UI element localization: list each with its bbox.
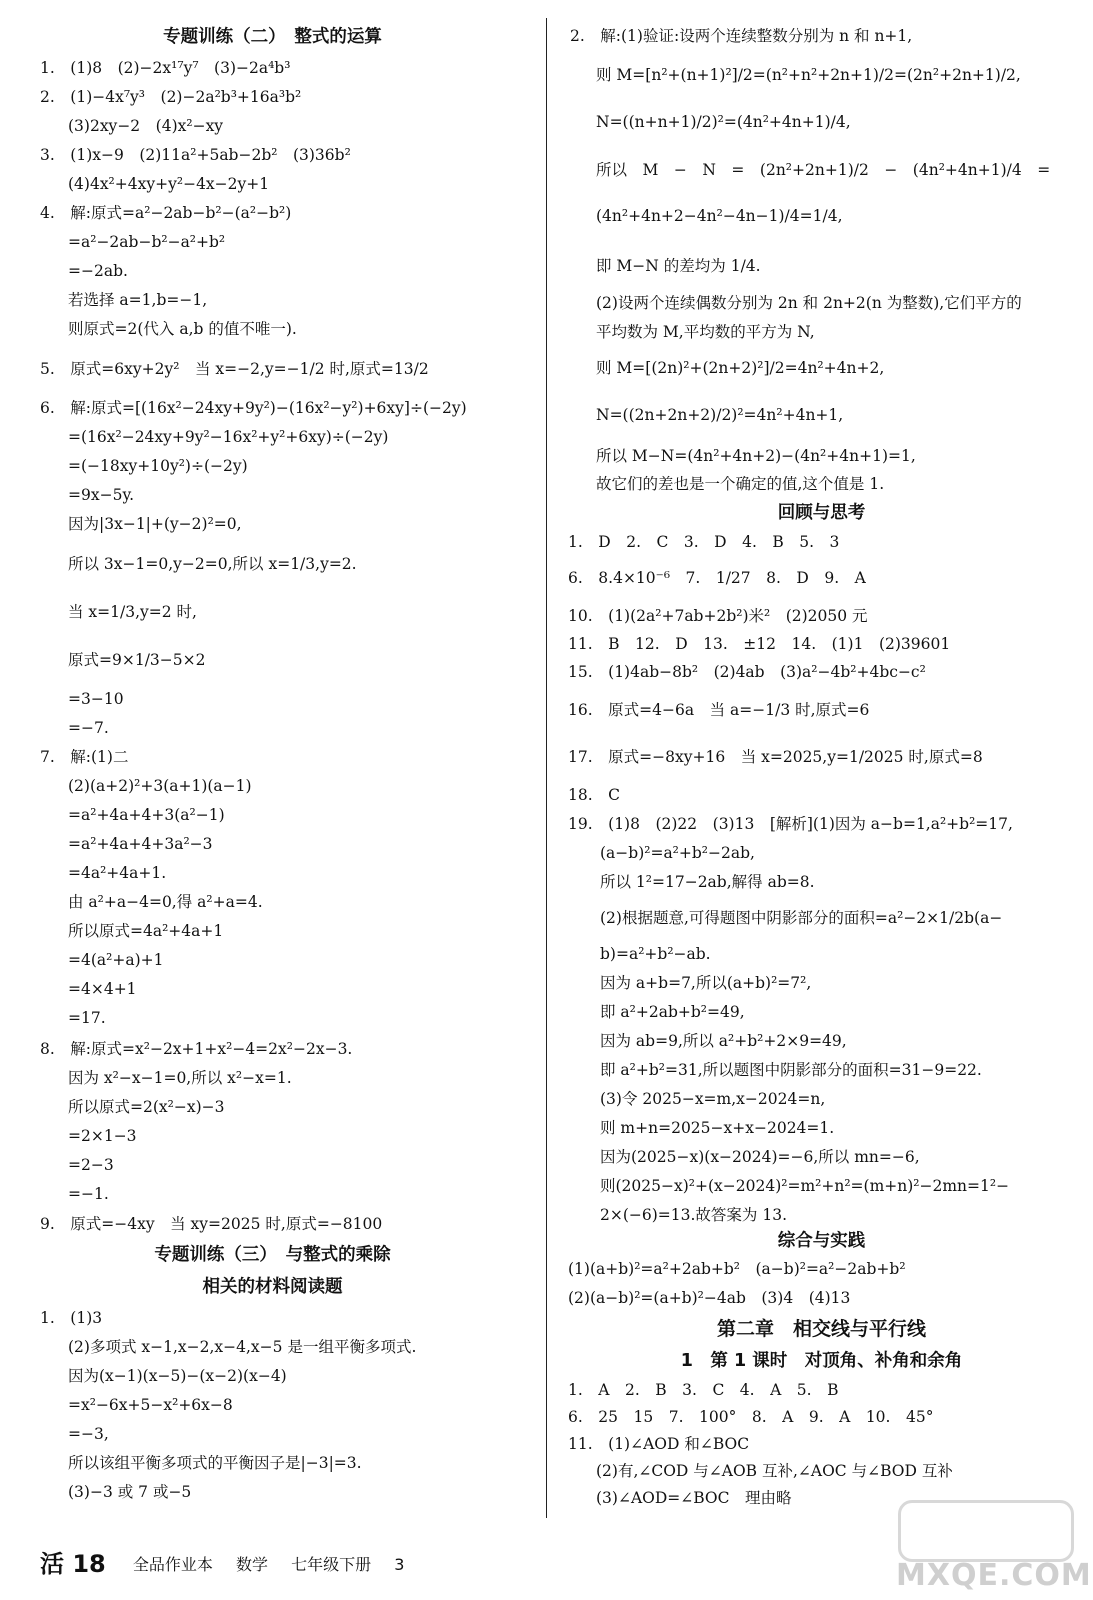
answer-line: 由 a²+a−4=0,得 a²+a=4. <box>68 893 263 911</box>
answer-line: 17. 原式=−8xy+16 当 x=2025,y=1/2025 时,原式=8 <box>568 748 983 766</box>
answer-line: 则 M=[(2n)²+(2n+2)²]/2=4n²+4n+2, <box>596 359 885 377</box>
answer-line: (3)令 2025−x=m,x−2024=n, <box>600 1090 826 1108</box>
answer-line: =x²−6x+5−x²+6x−8 <box>68 1396 233 1414</box>
answer-line: =3−10 <box>68 690 124 708</box>
watermark-text: MXQE.COM <box>896 1558 1092 1593</box>
grade: 七年级下册 <box>291 1555 372 1574</box>
answer-line: (2)(a−b)²=(a+b)²−4ab (3)4 (4)13 <box>568 1289 851 1307</box>
section-title-practice: 综合与实践 <box>777 1231 866 1251</box>
answer-line: 9. 原式=−4xy 当 xy=2025 时,原式=−8100 <box>40 1215 383 1233</box>
footer-number: 3 <box>394 1555 405 1574</box>
answer-line: 8. 解:原式=x²−2x+1+x²−4=2x²−2x−3. <box>40 1040 353 1058</box>
answer-line: (3)−3 或 7 或−5 <box>68 1483 192 1501</box>
answer-line: 1. (1)3 <box>40 1309 103 1327</box>
watermark-logo <box>876 1500 1092 1596</box>
answer-line: N=((n+n+1)/2)²=(4n²+4n+1)/4, <box>596 113 851 131</box>
answer-line: (2)设两个连续偶数分别为 2n 和 2n+2(n 为整数),它们平方的 <box>596 294 1022 312</box>
answer-line: =−2ab. <box>68 262 128 280</box>
answer-line: 6. 解:原式=[(16x²−24xy+9y²)−(16x²−y²)+6xy]÷(−2y) <box>40 399 467 417</box>
answer-line: 原式=9×1/3−5×2 <box>68 651 206 669</box>
answer-line: (4n²+4n+2−4n²−4n−1)/4=1/4, <box>596 207 843 225</box>
answer-line: 平均数为 M,平均数的平方为 N, <box>596 323 815 341</box>
answer-line: =(16x²−24xy+9y²−16x²+y²+6xy)÷(−2y) <box>68 428 389 446</box>
answer-line: 因为(2025−x)(x−2024)=−6,所以 mn=−6, <box>600 1148 920 1166</box>
answer-line: =4(a²+a)+1 <box>68 951 164 969</box>
answer-line: =−1. <box>68 1185 109 1203</box>
answer-line: 故它们的差也是一个确定的值,这个值是 1. <box>596 475 885 493</box>
answer-line: =a²+4a+4+3a²−3 <box>68 835 213 853</box>
answer-line: 19. (1)8 (2)22 (3)13 [解析](1)因为 a−b=1,a²+b²=17, <box>568 815 1013 833</box>
answer-line: 则 m+n=2025−x+x−2024=1. <box>600 1119 835 1137</box>
page-footer <box>40 1544 422 1579</box>
answer-line: 16. 原式=4−6a 当 a=−1/3 时,原式=6 <box>568 701 870 719</box>
answer-line: 5. 原式=6xy+2y² 当 x=−2,y=−1/2 时,原式=13/2 <box>40 360 429 378</box>
answer-line: 11. B 12. D 13. ±12 14. (1)1 (2)39601 <box>568 635 951 653</box>
answer-line: =9x−5y. <box>68 486 135 504</box>
answer-line: b)=a²+b²−ab. <box>600 945 711 963</box>
section-title-3b: 相关的材料阅读题 <box>202 1277 343 1297</box>
answer-line: (3)∠AOD=∠BOC 理由略 <box>596 1489 792 1507</box>
answer-line: =4×4+1 <box>68 980 137 998</box>
answer-line: N=((2n+2n+2)/2)²=4n²+4n+1, <box>596 406 844 424</box>
answer-line: =a²+4a+4+3(a²−1) <box>68 806 225 824</box>
answer-line: 因为 ab=9,所以 a²+b²+2×9=49, <box>600 1032 847 1050</box>
answer-line: 所以原式=4a²+4a+1 <box>68 922 224 940</box>
answer-line: 即 a²+2ab+b²=49, <box>600 1003 745 1021</box>
answer-line: 3. (1)x−9 (2)11a²+5ab−2b² (3)36b² <box>40 146 351 164</box>
answer-line: (2)根据题意,可得题图中阴影部分的面积=a²−2×1/2b(a− <box>600 909 1003 927</box>
answer-line: 所以原式=2(x²−x)−3 <box>68 1098 225 1116</box>
answer-line: =a²−2ab−b²−a²+b² <box>68 233 226 251</box>
answer-line: 则 M=[n²+(n+1)²]/2=(n²+n²+2n+1)/2=(2n²+2n+1)/2, <box>596 66 1021 84</box>
answer-line: 因为 x²−x−1=0,所以 x²−x=1. <box>68 1069 292 1087</box>
answer-line: 所以 3x−1=0,y−2=0,所以 x=1/3,y=2. <box>68 555 357 573</box>
column-divider <box>546 18 547 1518</box>
answer-line: =2−3 <box>68 1156 114 1174</box>
answer-line: 则(2025−x)²+(x−2024)²=m²+n²=(m+n)²−2mn=1²− <box>600 1177 1010 1195</box>
section-title-2: 专题训练（二） 整式的运算 <box>163 27 382 47</box>
answer-line: 10. (1)(2a²+7ab+2b²)米² (2)2050 元 <box>568 607 868 625</box>
subject: 数学 <box>235 1555 268 1574</box>
answer-line: (2)多项式 x−1,x−2,x−4,x−5 是一组平衡多项式. <box>68 1338 417 1356</box>
answer-line: 6. 25 15 7. 100° 8. A 9. A 10. 45° <box>568 1408 934 1426</box>
answer-line: =17. <box>68 1009 106 1027</box>
answer-line: 因为|3x−1|+(y−2)²=0, <box>68 515 242 533</box>
answer-line: 即 a²+b²=31,所以题图中阴影部分的面积=31−9=22. <box>600 1061 982 1079</box>
answer-line: 所以 M − N = (2n²+2n+1)/2 − (4n²+4n+1)/4 = <box>596 161 1051 179</box>
section-title-3a: 专题训练（三） 与整式的乘除 <box>154 1245 391 1265</box>
answer-line: 所以 M−N=(4n²+4n+2)−(4n²+4n+1)=1, <box>596 447 916 465</box>
answer-line: 11. (1)∠AOD 和∠BOC <box>568 1435 750 1453</box>
answer-line: 因为(x−1)(x−5)−(x−2)(x−4) <box>68 1367 287 1385</box>
answer-line: 7. 解:(1)二 <box>40 748 129 766</box>
answer-line: (2)有,∠COD 与∠AOB 互补,∠AOC 与∠BOD 互补 <box>596 1462 953 1480</box>
answer-line: 所以该组平衡多项式的平衡因子是|−3|=3. <box>68 1454 362 1472</box>
answer-line: 1. D 2. C 3. D 4. B 5. 3 <box>568 533 840 551</box>
answer-line: 1. (1)8 (2)−2x¹⁷y⁷ (3)−2a⁴b³ <box>40 59 291 77</box>
answer-line: =2×1−3 <box>68 1127 137 1145</box>
answer-line: 4. 解:原式=a²−2ab−b²−(a²−b²) <box>40 204 292 222</box>
answer-line: (4)4x²+4xy+y²−4x−2y+1 <box>68 175 270 193</box>
answer-line: 因为 a+b=7,所以(a+b)²=7², <box>600 974 812 992</box>
answer-line: =−7. <box>68 719 109 737</box>
answer-line: (a−b)²=a²+b²−2ab, <box>600 844 755 862</box>
answer-line: =(−18xy+10y²)÷(−2y) <box>68 457 248 475</box>
chapter-title: 第二章 相交线与平行线 <box>716 1318 926 1340</box>
answer-line: 即 M−N 的差均为 1/4. <box>596 257 761 275</box>
answer-line: (3)2xy−2 (4)x²−xy <box>68 117 224 135</box>
book-name: 全品作业本 <box>132 1555 213 1574</box>
answer-line: =−3, <box>68 1425 109 1443</box>
answer-line: 当 x=1/3,y=2 时, <box>68 603 197 621</box>
answer-line: 1. A 2. B 3. C 4. A 5. B <box>568 1381 839 1399</box>
answer-line: 2. 解:(1)验证:设两个连续整数分别为 n 和 n+1, <box>570 27 913 45</box>
answer-line: 15. (1)4ab−8b² (2)4ab (3)a²−4b²+4bc−c² <box>568 663 926 681</box>
answer-line: (1)(a+b)²=a²+2ab+b² (a−b)²=a²−2ab+b² <box>568 1260 906 1278</box>
answer-line: 18. C <box>568 786 621 804</box>
page-number: 活 18 <box>40 1550 106 1578</box>
answer-line: 则原式=2(代入 a,b 的值不唯一). <box>68 320 297 338</box>
watermark-badge-icon <box>898 1500 1074 1562</box>
answer-line: 所以 1²=17−2ab,解得 ab=8. <box>600 873 815 891</box>
section-title-review: 回顾与思考 <box>777 503 866 523</box>
answer-line: 若选择 a=1,b=−1, <box>68 291 208 309</box>
answer-line: 6. 8.4×10⁻⁶ 7. 1/27 8. D 9. A <box>568 569 866 587</box>
answer-line: =4a²+4a+1. <box>68 864 167 882</box>
lesson-title: 1 第 1 课时 对顶角、补角和余角 <box>680 1351 963 1371</box>
answer-line: (2)(a+2)²+3(a+1)(a−1) <box>68 777 252 795</box>
answer-line: 2. (1)−4x⁷y³ (2)−2a²b³+16a³b² <box>40 88 302 106</box>
answer-line: 2×(−6)=13.故答案为 13. <box>600 1206 788 1224</box>
